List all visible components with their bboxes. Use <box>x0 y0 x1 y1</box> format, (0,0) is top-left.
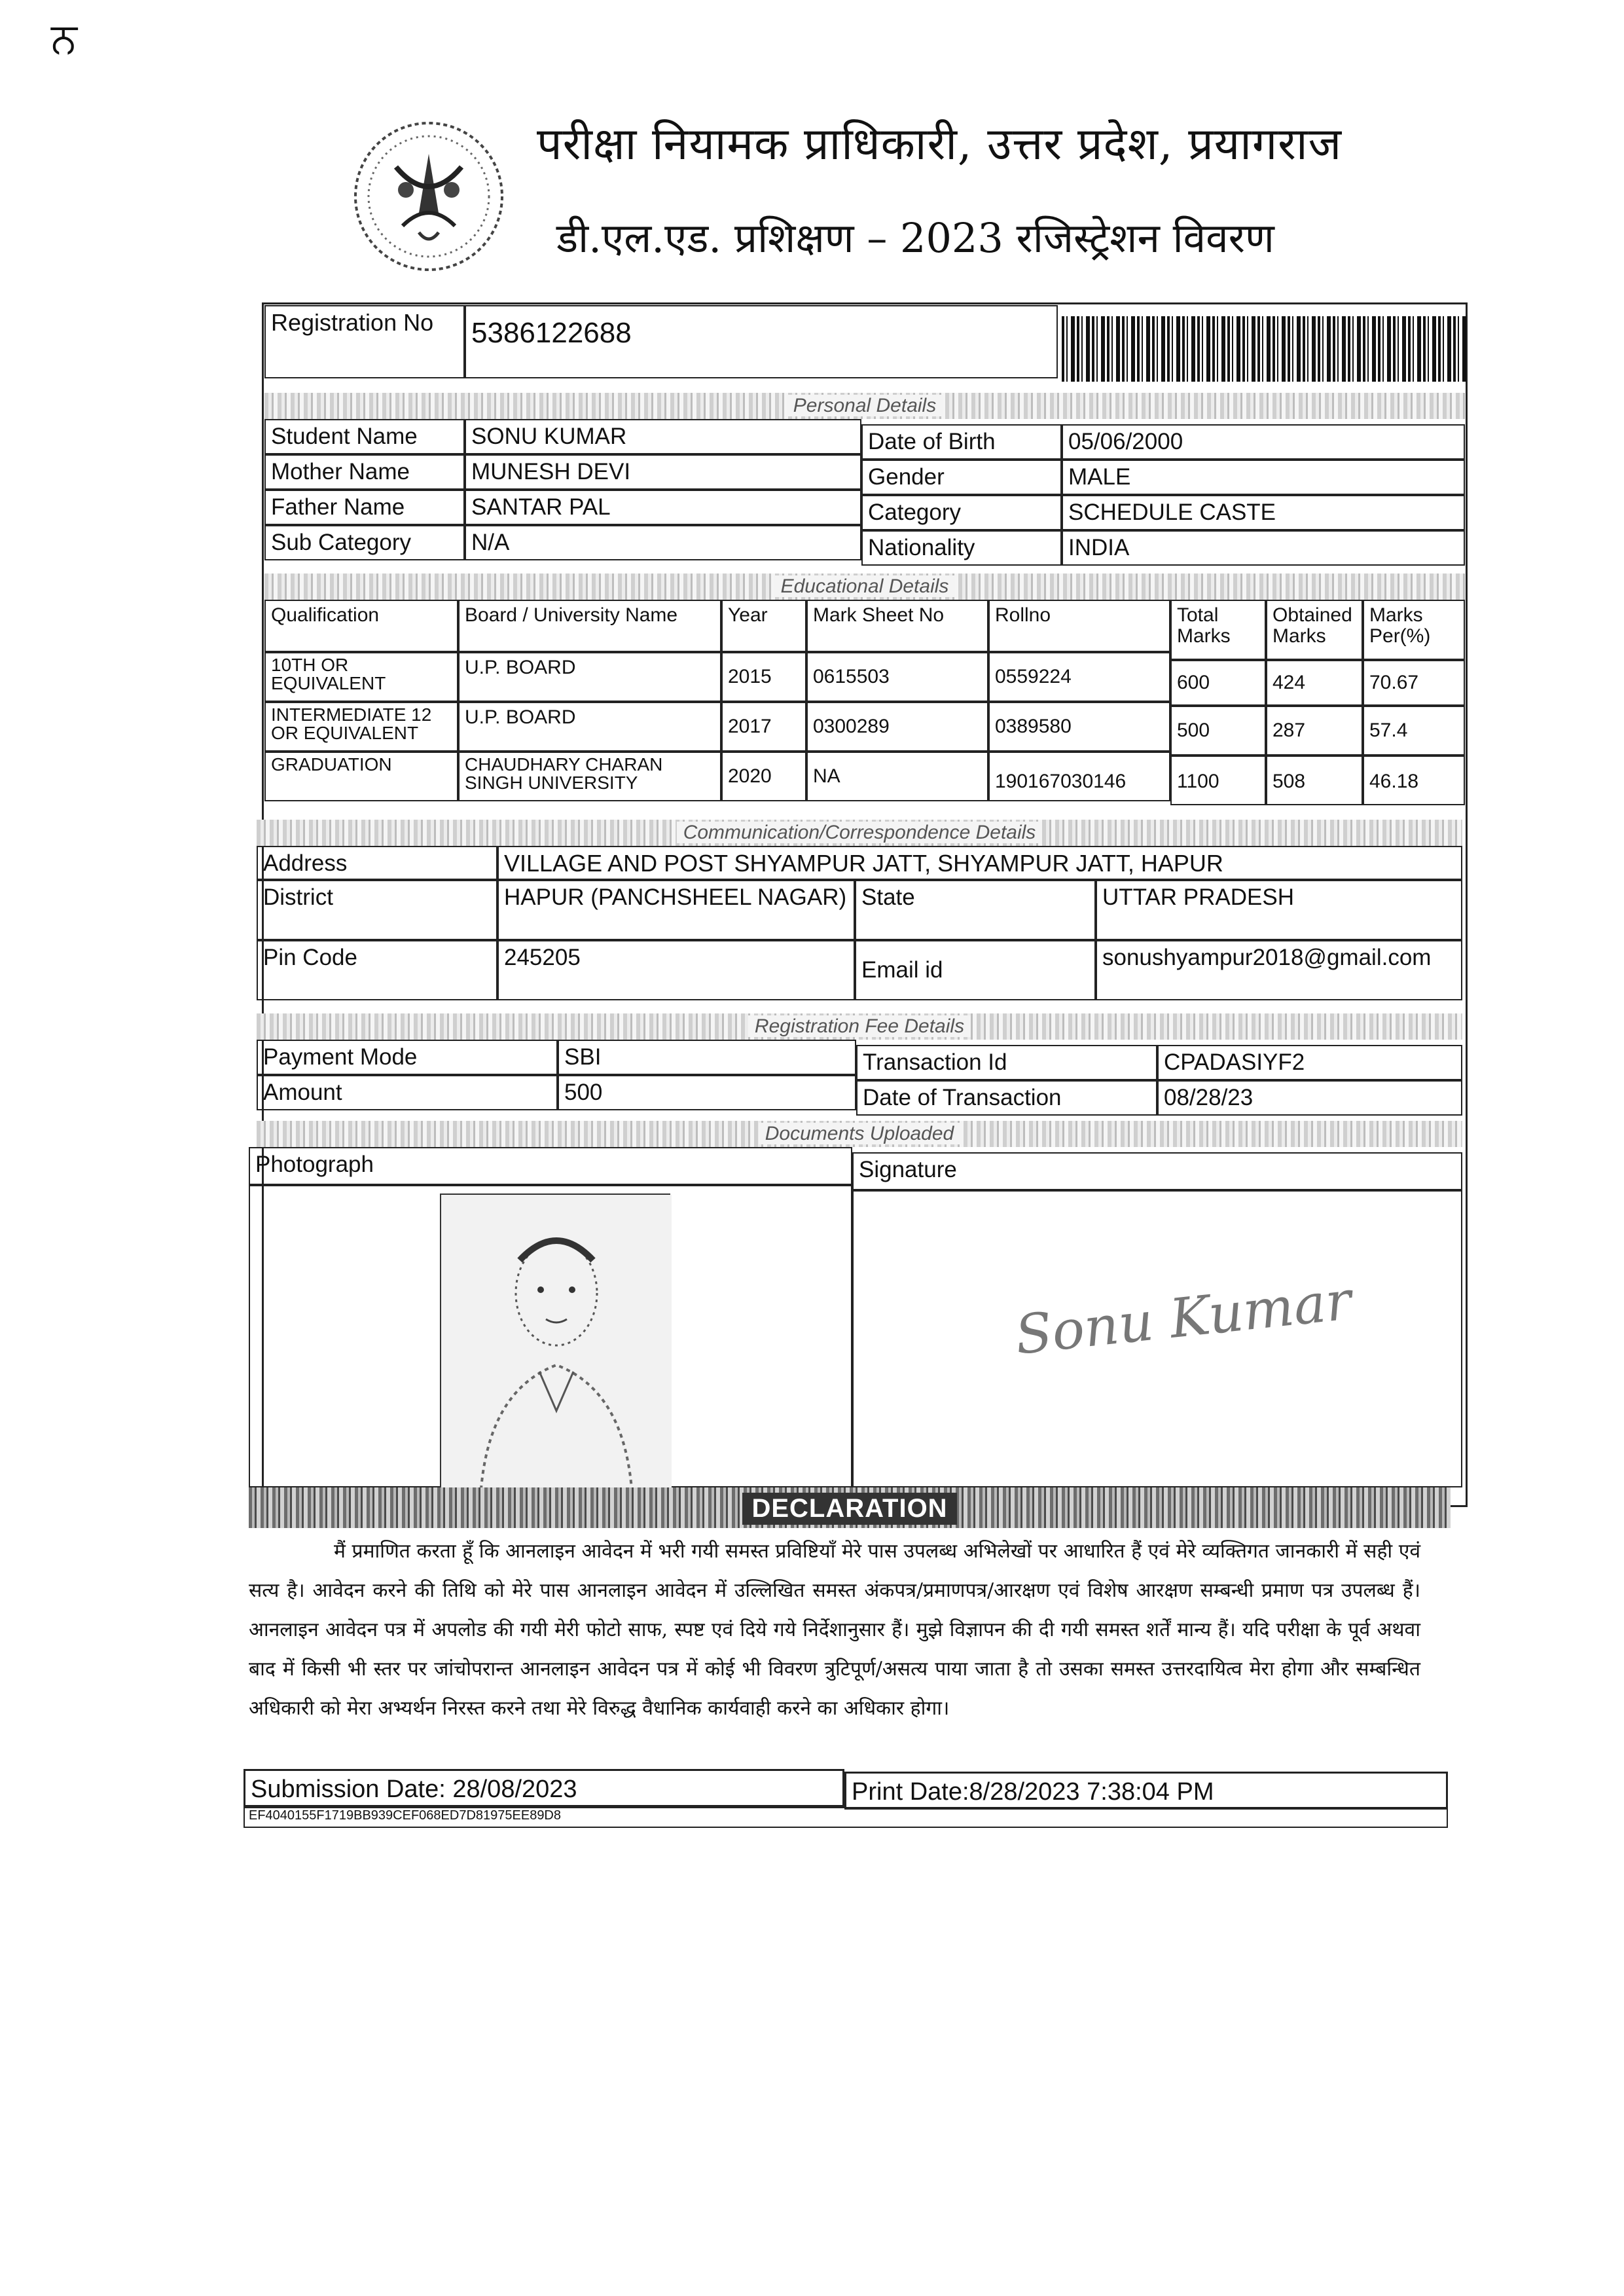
sub-category-label: Sub Category <box>264 525 465 560</box>
submission-date: Submission Date: 28/08/2023 <box>244 1769 844 1807</box>
student-name-label: Student Name <box>264 419 465 454</box>
edu-row-2-obtained: 287 <box>1266 706 1363 756</box>
print-date: Print Date:8/28/2023 7:38:04 PM <box>844 1772 1448 1810</box>
state-label: State <box>855 880 1096 940</box>
barcode <box>1062 316 1466 382</box>
email-value: sonushyampur2018@gmail.com <box>1096 940 1462 1000</box>
education-details-band: Educational Details <box>264 574 1465 600</box>
handwritten-mark: ਨ <box>51 14 77 63</box>
edu-row-2-board: U.P. BOARD <box>458 702 721 752</box>
edu-row-3-total: 1100 <box>1170 756 1266 805</box>
svg-text:Sonu Kumar: Sonu Kumar <box>1012 1269 1354 1367</box>
mother-name-value: MUNESH DEVI <box>465 454 861 490</box>
transaction-date-value: 08/28/23 <box>1157 1080 1462 1116</box>
declaration-text: मैं प्रमाणित करता हूँ कि आनलाइन आवेदन में भरी गयी समस्त प्रविष्टियाँ मेरे पास उपलब्ध अभिलेखों पर आधारित हैं एवं मेरे व्यक्तिगत जानकारी में सही एवं सत्य है। आवेदन करने की तिथि को मेरे पास आनलाइन आवेदन में उल्लिखित समस्त अंकपत्र/प्रमाणपत्र/आरक्षण एवं विशेष आरक्षण सम्बन्धी प्रमाण पत्र उपलब्ध हैं। आनलाइन आवेदन पत्र में अपलोड की गयी मेरी फोटो साफ, स्पष्ट एवं दिये गये निर्देशानुसार हैं। मुझे विज्ञापन की दी गयी समस्त शर्तें मान्य हैं। यदि परीक्षा के पूर्व अथवा बाद में किसी भी स्तर पर जांचोपरान्त आनलाइन आवेदन पत्र में कोई भी विवरण त्रुटिपूर्ण/असत्य पाया जाता है तो उसका समस्त उत्तरदायित्व मेरा होगा और सम्बन्धित अधिकारी को मेरा अभ्यर्थन निरस्त करने तथा मेरे विरुद्ध वैधानिक कार्यवाही करने का अधिकार होगा। <box>249 1540 1420 1720</box>
edu-row-1-total: 600 <box>1170 660 1266 706</box>
state-emblem-icon <box>340 115 517 278</box>
category-label: Category <box>861 495 1062 530</box>
documents-band: Documents Uploaded <box>257 1121 1462 1147</box>
personal-details-band: Personal Details <box>264 393 1465 419</box>
authority-title: परीक्षा नियामक प्राधिकारी, उत्तर प्रदेश, प्रयागराज <box>537 118 1343 170</box>
edu-row-3-obtained: 508 <box>1266 756 1363 805</box>
edu-row-2-rollno: 0389580 <box>988 702 1170 752</box>
edu-row-2-marksheet: 0300289 <box>806 702 988 752</box>
edu-row-1-marksheet: 0615503 <box>806 652 988 702</box>
edu-row-3-board: CHAUDHARY CHARAN SINGH UNIVERSITY <box>458 752 721 801</box>
edu-header-qualification: Qualification <box>264 600 458 652</box>
mother-name-label: Mother Name <box>264 454 465 490</box>
edu-row-2-qualification: INTERMEDIATE 12 OR EQUIVALENT <box>264 702 458 752</box>
student-name-value: SONU KUMAR <box>465 419 861 454</box>
district-value: HAPUR (PANCHSHEEL NAGAR) <box>497 880 855 940</box>
payment-mode-label: Payment Mode <box>257 1040 558 1075</box>
edu-row-1-rollno: 0559224 <box>988 652 1170 702</box>
edu-header-marks-per: Marks Per(%) <box>1363 600 1465 660</box>
gender-label: Gender <box>861 460 1062 495</box>
fee-details-band: Registration Fee Details <box>257 1013 1462 1040</box>
edu-row-2-year: 2017 <box>721 702 806 752</box>
edu-row-3-marksheet: NA <box>806 752 988 801</box>
email-label: Email id <box>855 940 1096 1000</box>
nationality-value: INDIA <box>1062 530 1465 566</box>
father-name-label: Father Name <box>264 490 465 525</box>
district-label: District <box>257 880 497 940</box>
edu-row-2-total: 500 <box>1170 706 1266 756</box>
registration-label: Registration No <box>264 305 465 378</box>
nationality-label: Nationality <box>861 530 1062 566</box>
address-details-band: Communication/Correspondence Details <box>257 820 1462 846</box>
edu-header-board: Board / University Name <box>458 600 721 652</box>
edu-row-3-year: 2020 <box>721 752 806 801</box>
form-subtitle: डी.एल.एड. प्रशिक्षण – 2023 रजिस्ट्रेशन विवरण <box>556 214 1274 262</box>
registration-number: 5386122688 <box>465 305 1058 378</box>
gender-value: MALE <box>1062 460 1465 495</box>
edu-header-rollno: Rollno <box>988 600 1170 652</box>
document-hash: EF4040155F1719BB939CEF068ED7D81975EE89D8 <box>249 1808 562 1823</box>
edu-row-1-year: 2015 <box>721 652 806 702</box>
address-label: Address <box>257 846 497 880</box>
edu-row-3-percent: 46.18 <box>1363 756 1465 805</box>
edu-row-1-board: U.P. BOARD <box>458 652 721 702</box>
father-name-value: SANTAR PAL <box>465 490 861 525</box>
category-value: SCHEDULE CASTE <box>1062 495 1465 530</box>
edu-header-total-marks: Total Marks <box>1170 600 1266 660</box>
pin-code-value: 245205 <box>497 940 855 1000</box>
signature-label: Signature <box>852 1152 1462 1190</box>
photograph-label: Photograph <box>249 1147 852 1185</box>
edu-header-marksheet: Mark Sheet No <box>806 600 988 652</box>
payment-mode-value: SBI <box>558 1040 856 1075</box>
edu-row-1-qualification: 10TH OR EQUIVALENT <box>264 652 458 702</box>
pin-code-label: Pin Code <box>257 940 497 1000</box>
transaction-id-label: Transaction Id <box>856 1045 1157 1080</box>
transaction-date-label: Date of Transaction <box>856 1080 1157 1116</box>
state-value: UTTAR PRADESH <box>1096 880 1462 940</box>
declaration-title: DECLARATION <box>742 1493 956 1525</box>
edu-row-3-qualification: GRADUATION <box>264 752 458 801</box>
dob-value: 05/06/2000 <box>1062 424 1465 460</box>
edu-row-1-obtained: 424 <box>1266 660 1363 706</box>
edu-row-3-rollno: 190167030146 <box>988 752 1170 801</box>
applicant-photo <box>440 1194 670 1496</box>
declaration-band <box>249 1487 1451 1528</box>
edu-header-year: Year <box>721 600 806 652</box>
amount-label: Amount <box>257 1075 558 1110</box>
edu-header-obtained-marks: Obtained Marks <box>1266 600 1363 660</box>
sub-category-value: N/A <box>465 525 861 560</box>
dob-label: Date of Birth <box>861 424 1062 460</box>
amount-value: 500 <box>558 1075 856 1110</box>
address-value: VILLAGE AND POST SHYAMPUR JATT, SHYAMPUR JATT, HAPUR <box>497 846 1462 880</box>
applicant-signature <box>1008 1264 1354 1375</box>
transaction-id-value: CPADASIYF2 <box>1157 1045 1462 1080</box>
edu-row-2-percent: 57.4 <box>1363 706 1465 756</box>
edu-row-1-percent: 70.67 <box>1363 660 1465 706</box>
